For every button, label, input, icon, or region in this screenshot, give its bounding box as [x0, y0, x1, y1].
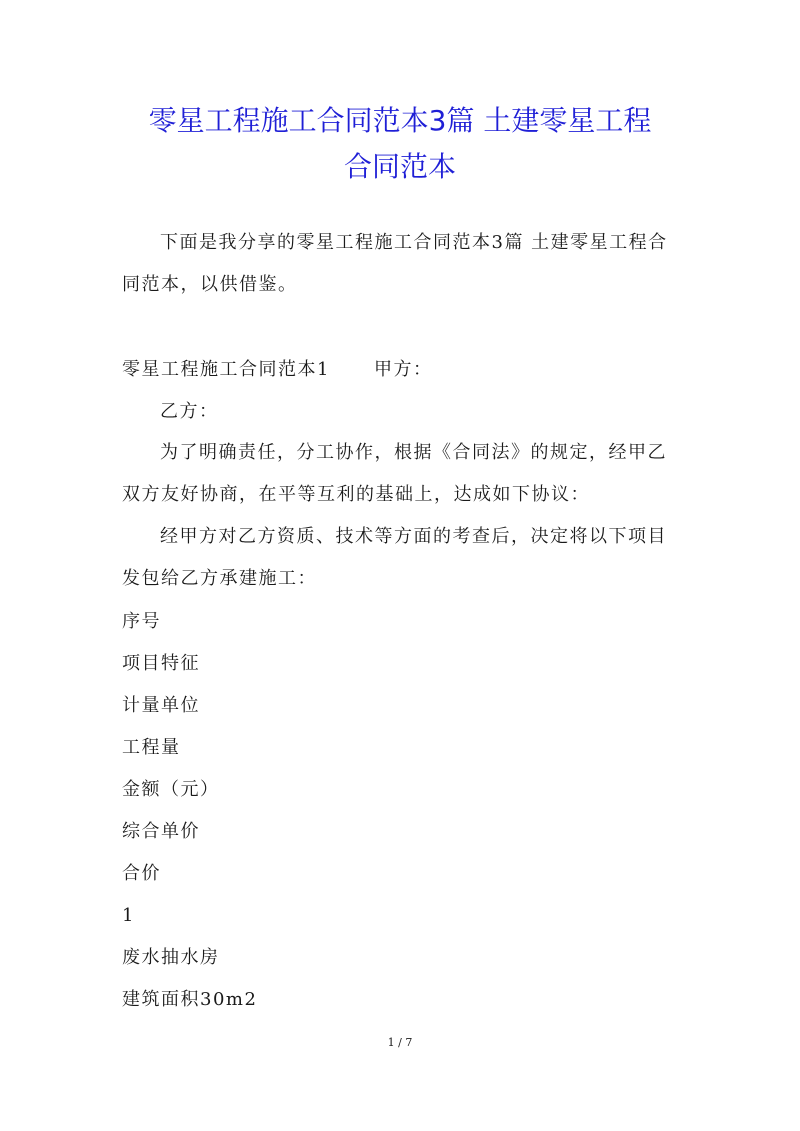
table-line-1: 序号 — [122, 611, 161, 632]
table-line-9: 废水抽水房 — [122, 947, 220, 968]
page-number: 1 / 7 — [387, 1036, 413, 1049]
table-line-4: 工程量 — [122, 737, 181, 758]
table-line-6: 综合单价 — [122, 821, 200, 842]
table-line-7: 合价 — [122, 863, 161, 884]
table-line-2: 项目特征 — [122, 653, 200, 674]
table-line-5: 金额（元） — [122, 779, 220, 800]
party-a-label: 甲方： — [373, 359, 433, 380]
table-line-10: 建筑面积30m2 — [122, 989, 258, 1010]
paragraph-2: 经甲方对乙方资质、技术等方面的考查后，决定将以下项目发包给乙方承建施工： — [122, 526, 667, 589]
document-title — [100, 98, 700, 190]
paragraph-1: 为了明确责任，分工协作，根据《合同法》的规定，经甲乙双方友好协商，在平等互利的基础上，达成如下协议： — [122, 442, 667, 505]
table-line-3: 计量单位 — [122, 695, 200, 716]
table-line-8: 1 — [122, 905, 135, 926]
title-line-2: 合同范本 — [343, 150, 456, 183]
intro-paragraph: 下面是我分享的零星工程施工合同范本3篇 土建零星工程合同范本，以供借鉴。 — [122, 232, 668, 295]
section-heading: 零星工程施工合同范本1 — [122, 359, 330, 380]
section-heading-row — [122, 358, 432, 382]
title-line-1: 零星工程施工合同范本3篇 土建零星工程 — [148, 104, 652, 137]
party-b-label: 乙方： — [160, 401, 219, 422]
